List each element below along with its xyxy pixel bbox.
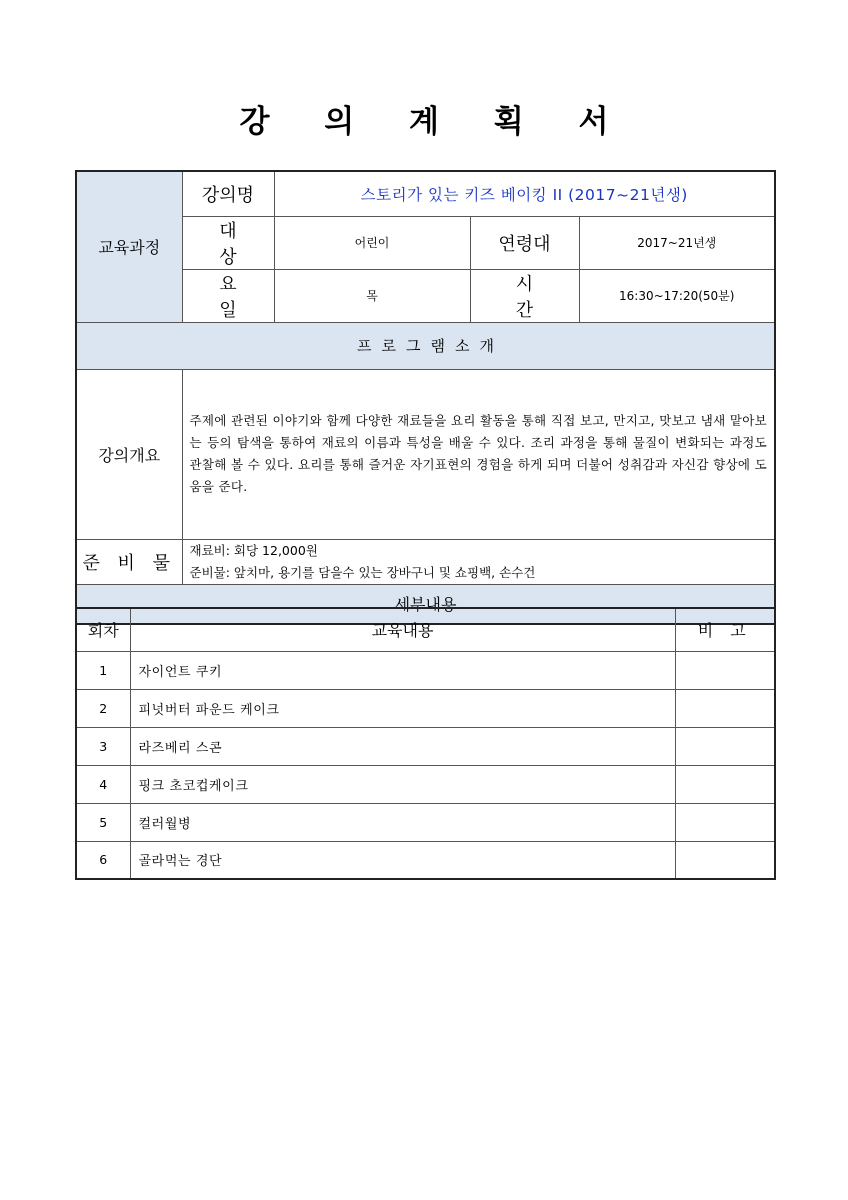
course-plan-table: [75, 170, 776, 625]
time-label: 시 간: [470, 269, 579, 322]
column-header-session: 회차: [76, 608, 130, 651]
column-header-note: 비 고: [675, 608, 775, 651]
overview-label: 강의개요: [76, 369, 182, 539]
session-note: [675, 651, 775, 689]
session-number: 2: [76, 689, 130, 727]
session-number: 3: [76, 727, 130, 765]
table-row: [76, 765, 775, 803]
session-number: 1: [76, 651, 130, 689]
day-value: 목: [274, 269, 470, 322]
materials-value: [182, 539, 775, 584]
age-value: 2017~21년생: [579, 216, 775, 269]
table-row: [76, 651, 775, 689]
table-row: [76, 803, 775, 841]
session-table: [75, 607, 776, 880]
age-label: 연령대: [470, 216, 579, 269]
course-name-label: 강의명: [182, 171, 274, 216]
materials-fee: 재료비: 회당 12,000원: [189, 542, 318, 558]
session-note: [675, 727, 775, 765]
document-title: 강 의 계 획 서: [239, 104, 631, 140]
table-row: [76, 841, 775, 879]
time-value: 16:30~17:20(50분): [579, 269, 775, 322]
target-label: 대 상: [182, 216, 274, 269]
session-content: 자이언트 쿠키: [130, 651, 675, 689]
materials-label: 준 비 물: [76, 539, 182, 584]
session-note: [675, 841, 775, 879]
session-note: [675, 765, 775, 803]
session-number: 5: [76, 803, 130, 841]
program-intro-header: 프로그램소개: [76, 322, 775, 369]
table-row: [76, 727, 775, 765]
curriculum-section-label: 교육과정: [76, 171, 182, 322]
details-header: 세부내용: [76, 584, 775, 624]
session-content: 골라먹는 경단: [130, 841, 675, 879]
session-content: 컬러월병: [130, 803, 675, 841]
session-note: [675, 803, 775, 841]
session-content: 라즈베리 스콘: [130, 727, 675, 765]
session-number: 6: [76, 841, 130, 879]
overview-text: 주제에 관련된 이야기와 함께 다양한 재료들을 요리 활동을 통해 직접 보고, 만지고, 맛보고 냄새 맡아보는 등의 탐색을 통하여 재료의 이름과 특성을 배울 수 있다. 조리 과정을 통해 물질이 변화되는 과정도 관찰해 볼 수 있다. 요리를 통해 즐거운 자기표현의 경험을 하게 되며 더불어 성취감과 자신감 향상에 도움을 준다.: [182, 369, 775, 539]
session-note: [675, 689, 775, 727]
target-value: 어린이: [274, 216, 470, 269]
materials-items: 준비물: 앞치마, 용기를 담을수 있는 장바구니 및 쇼핑백, 손수건: [189, 564, 536, 580]
session-content: 피넛버터 파운드 케이크: [130, 689, 675, 727]
session-number: 4: [76, 765, 130, 803]
day-label: 요 일: [182, 269, 274, 322]
table-row: [76, 689, 775, 727]
session-content: 핑크 초코컵케이크: [130, 765, 675, 803]
course-name-value: 스토리가 있는 키즈 베이킹 II (2017~21년생): [274, 171, 775, 216]
column-header-content: 교육내용: [130, 608, 675, 651]
